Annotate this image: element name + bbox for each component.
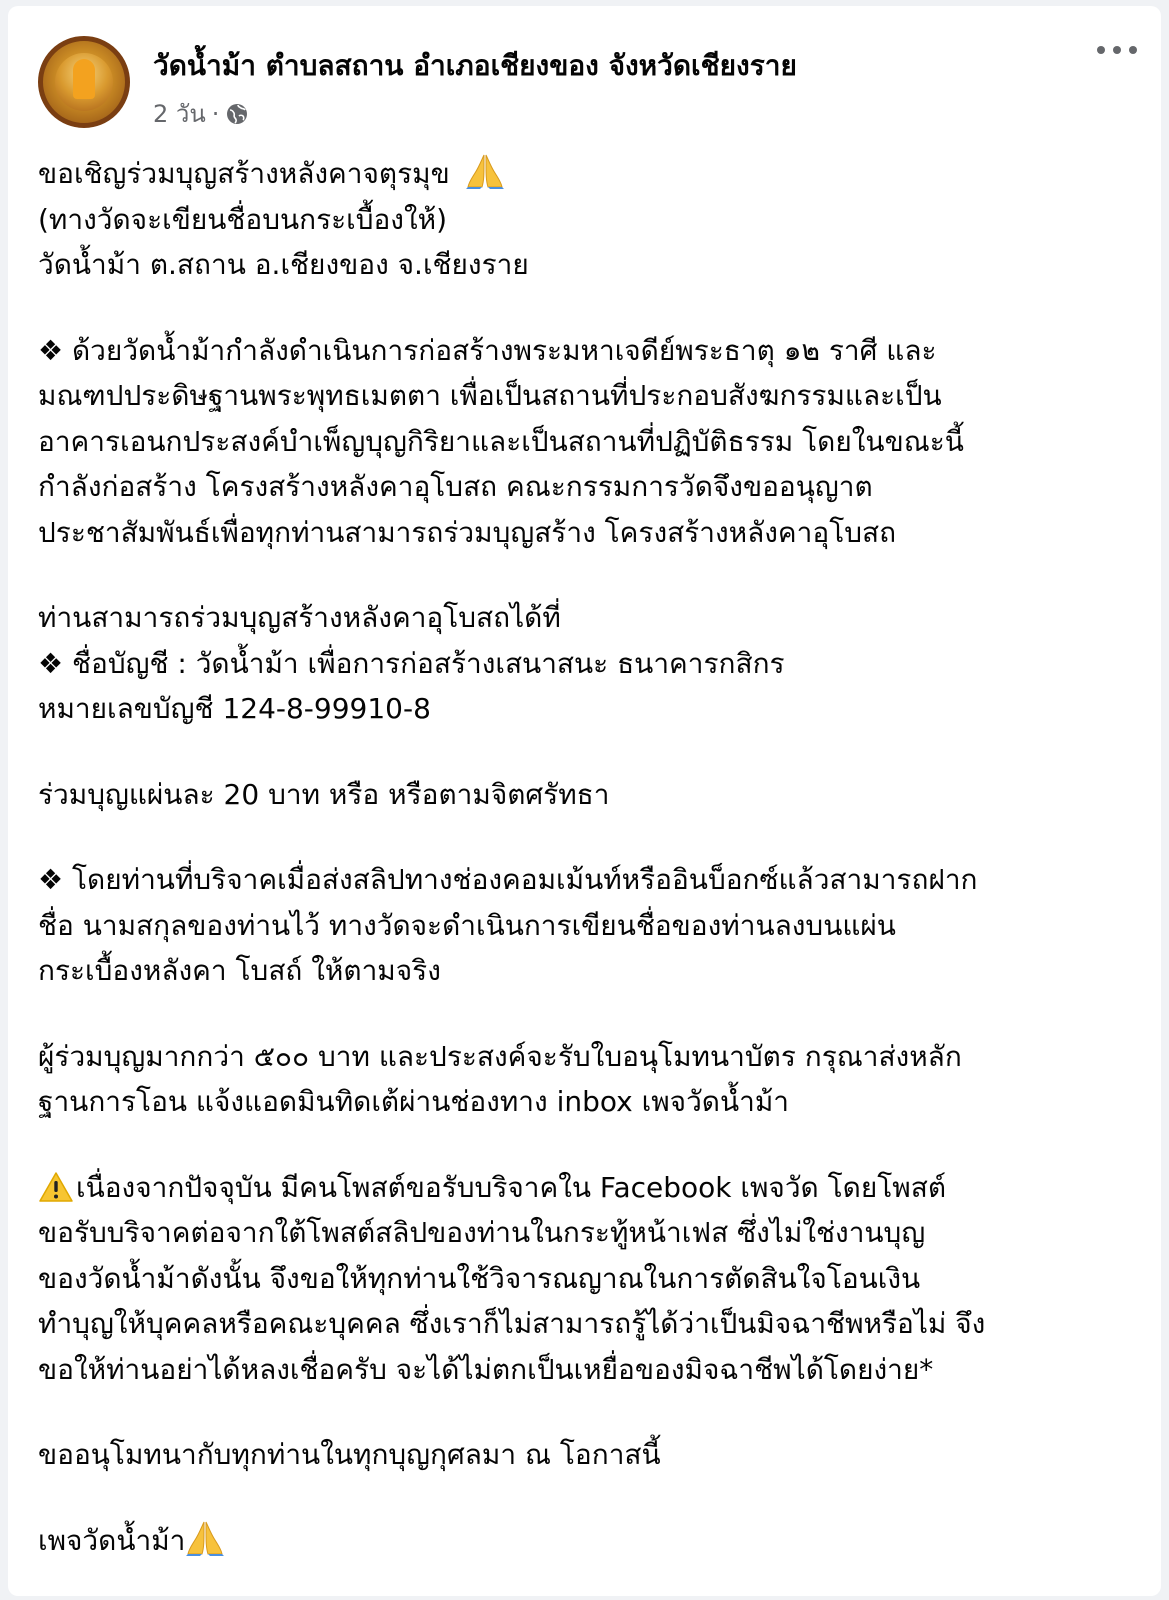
- post-line: ขอให้ท่านอย่าได้หลงเชื่อครับ จะได้ไม่ตกเป็นเหยื่อของมิจฉาชีพได้โดยง่าย*: [38, 1352, 934, 1386]
- more-dot: [1097, 46, 1105, 54]
- post-line: อาคารเอนกประสงค์บำเพ็ญบุญกิริยาและเป็นสถานที่ปฏิบัติธรรม โดยในขณะนี้: [38, 424, 964, 458]
- post-line: ทำบุญให้บุคคลหรือคณะบุคคล ซึ่งเราก็ไม่สามารถรู้ได้ว่าเป็นมิจฉาชีพหรือไม่ จึง: [38, 1307, 986, 1340]
- post-line: ประชาสัมพันธ์เพื่อทุกท่านสามารถร่วมบุญสร้าง โครงสร้างหลังคาอุโบสถ: [38, 515, 897, 549]
- paragraph-gap: [38, 1478, 1138, 1518]
- more-dot: [1113, 46, 1121, 54]
- post-header: [8, 6, 1161, 136]
- post-meta: [153, 94, 249, 133]
- post-line: ร่วมบุญแผ่นละ 20 บาท หรือ หรือตามจิตศรัทธา: [38, 777, 610, 811]
- temple-logo-avatar[interactable]: [38, 36, 130, 128]
- post-line: ท่านสามารถร่วมบุญสร้างหลังคาอุโบสถได้ที่: [38, 601, 561, 634]
- post-line: ❖ ชื่อบัญชี : วัดน้ำม้า เพื่อการก่อสร้างเสนาสนะ ธนาคารกสิกร: [38, 646, 785, 680]
- post-line: [38, 1518, 1138, 1564]
- post-line: ผู้ร่วมบุญมากกว่า ๕๐๐ บาท และประสงค์จะรับใบอนุโมทนาบัตร กรุณาส่งหลัก: [38, 1039, 962, 1073]
- warning-text: เนื่องจากปัจจุบัน มีคนโพสต์ขอรับบริจาคใน Facebook เพจวัด โดยโพสต์: [76, 1170, 947, 1204]
- post-line: ❖ โดยท่านที่บริจาคเมื่อส่งสลิปทางช่องคอมเม้นท์หรืออินบ็อกซ์แล้วสามารถฝาก: [38, 863, 978, 896]
- meta-separator: ·: [211, 99, 220, 128]
- post-line: [38, 151, 1138, 197]
- folded-hands-emoji: [465, 153, 505, 189]
- post-line: กำลังก่อสร้าง โครงสร้างหลังคาอุโบสถ คณะกรรมการวัดจึงขออนุญาต: [38, 470, 873, 503]
- paragraph-gap: [38, 555, 1138, 595]
- paragraph-gap: [38, 732, 1138, 772]
- post-line: ขออนุโมทนากับทุกท่านในทุกบุญกุศลมา ณ โอกาสนี้: [38, 1438, 661, 1471]
- post-timestamp[interactable]: 2 วัน: [153, 100, 206, 128]
- avatar-figure: [73, 59, 95, 99]
- post-line: หมายเลขบัญชี 124-8-99910-8: [38, 692, 431, 725]
- invitation-title: ขอเชิญร่วมบุญสร้างหลังคาจตุรมุข: [38, 157, 450, 190]
- post-card: [8, 6, 1161, 1596]
- post-line: ของวัดน้ำม้าดังนั้น จึงขอให้ทุกท่านใช้วิจารณญาณในการตัดสินใจโอนเงิน: [38, 1261, 921, 1295]
- post-line: ชื่อ นามสกุลของท่านไว้ ทางวัดจะดำเนินการเขียนชื่อของท่านลงบนแผ่น: [38, 908, 896, 942]
- paragraph-gap: [38, 1392, 1138, 1432]
- paragraph-gap: [38, 1125, 1138, 1165]
- paragraph-gap: [38, 288, 1138, 328]
- warning-emoji: [38, 1171, 74, 1203]
- globe-icon[interactable]: [225, 102, 249, 126]
- post-line: วัดน้ำม้า ต.สถาน อ.เชียงของ จ.เชียงราย: [38, 248, 529, 281]
- post-line: ฐานการโอน แจ้งแอดมินทิดเต้ผ่านช่องทาง inbox เพจวัดน้ำม้า: [38, 1085, 790, 1118]
- post-line: กระเบื้องหลังคา โบสถ์ ให้ตามจริง: [38, 954, 441, 987]
- more-options-icon[interactable]: [1097, 40, 1137, 60]
- paragraph-gap: [38, 994, 1138, 1034]
- more-dot: [1129, 46, 1137, 54]
- paragraph-gap: [38, 817, 1138, 857]
- post-line: ขอรับบริจาคต่อจากใต้โพสต์สลิปของท่านในกระทู้หน้าเฟส ซึ่งไม่ใช่งานบุญ: [38, 1216, 926, 1249]
- post-line: (ทางวัดจะเขียนชื่อบนกระเบื้องให้): [38, 202, 448, 236]
- post-body: [38, 151, 1138, 1563]
- post-author-name[interactable]: วัดน้ำม้า ตำบลสถาน อำเภอเชียงของ จังหวัดเชียงราย: [153, 49, 797, 82]
- folded-hands-emoji: [185, 1520, 225, 1556]
- post-line: ❖ ด้วยวัดน้ำม้ากำลังดำเนินการก่อสร้างพระมหาเจดีย์พระธาตุ ๑๒ ราศี และ: [38, 333, 937, 367]
- post-line: มณฑปประดิษฐานพระพุทธเมตตา เพื่อเป็นสถานที่ประกอบสังฆกรรมและเป็น: [38, 379, 942, 412]
- post-line: [38, 1165, 1138, 1211]
- page-signature: เพจวัดน้ำม้า: [38, 1523, 186, 1557]
